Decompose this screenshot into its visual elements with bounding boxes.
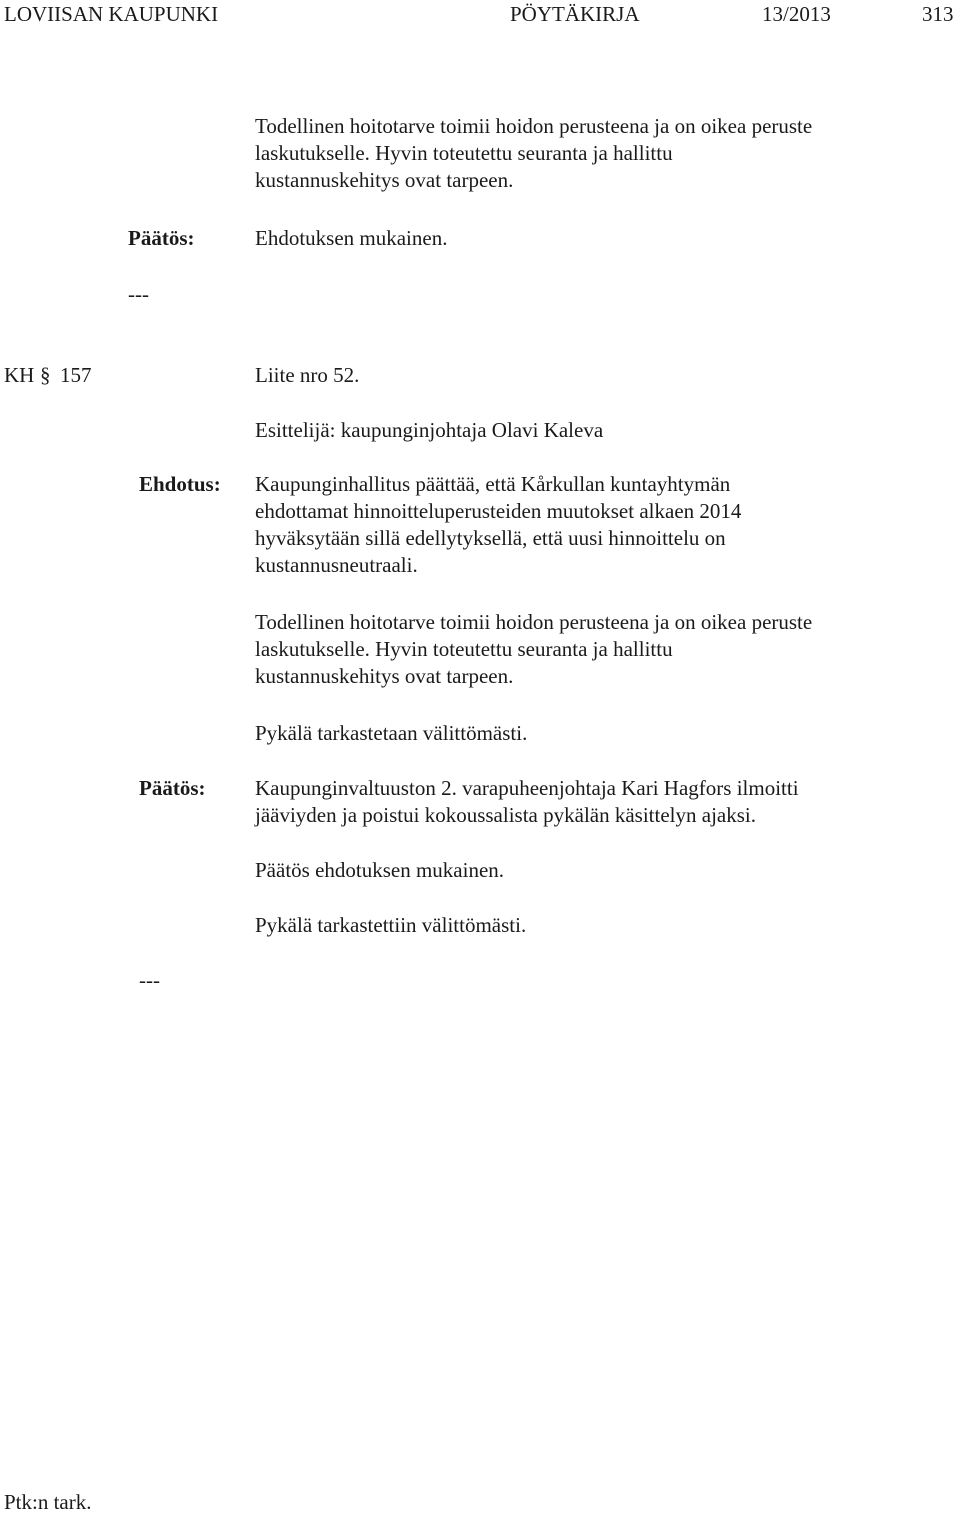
section-mark: § (40, 363, 51, 387)
attachment-reference: Liite nro 52. (255, 363, 360, 387)
checked-note: Pykälä tarkastettiin välittömästi. (255, 913, 527, 937)
text-line: jääviyden ja poistui kokoussalista pykälän käsittelyn ajaksi. (255, 803, 756, 827)
decision-label: Päätös: (139, 776, 206, 800)
header-org: LOVIISAN KAUPUNKI (4, 2, 219, 26)
text-line: hyväksytään sillä edellytyksellä, että uusi hinnoittelu on (255, 526, 726, 550)
footer-minutes-check: Ptk:n tark. (4, 1490, 92, 1514)
section-code: KH (4, 363, 35, 387)
section-separator: --- (139, 968, 160, 992)
text-line: kustannuskehitys ovat tarpeen. (255, 168, 514, 192)
header-page-number: 313 (922, 2, 954, 26)
text-line: kustannusneutraali. (255, 553, 418, 577)
decision-result: Päätös ehdotuksen mukainen. (255, 858, 505, 882)
prev-section-separator: --- (128, 282, 149, 306)
prev-decision-label: Päätös: (128, 226, 195, 250)
decision-text (255, 775, 799, 829)
proposal-text (255, 471, 741, 579)
text-line: Kaupunginvaltuuston 2. varapuheenjohtaja Kari Hagfors ilmoitti (255, 776, 799, 800)
presenter: Esittelijä: kaupunginjohtaja Olavi Kaleva (255, 418, 604, 442)
section-number: 157 (60, 363, 92, 387)
proposal-label: Ehdotus: (139, 472, 221, 496)
text-line: ehdottamat hinnoitteluperusteiden muutokset alkaen 2014 (255, 499, 742, 523)
text-line: kustannuskehitys ovat tarpeen. (255, 664, 514, 688)
need-text (255, 609, 812, 690)
prev-section-text (255, 113, 812, 194)
text-line: Todellinen hoitotarve toimii hoidon perusteena ja on oikea peruste (255, 610, 813, 634)
check-note: Pykälä tarkastetaan välittömästi. (255, 721, 528, 745)
text-line: Todellinen hoitotarve toimii hoidon perusteena ja on oikea peruste (255, 114, 813, 138)
header-meeting-number: 13/2013 (762, 2, 831, 26)
header-doc-type: PÖYTÄKIRJA (510, 2, 640, 26)
text-line: laskutukselle. Hyvin toteutettu seuranta ja hallittu (255, 141, 673, 165)
text-line: laskutukselle. Hyvin toteutettu seuranta ja hallittu (255, 637, 673, 661)
text-line: Kaupunginhallitus päättää, että Kårkullan kuntayhtymän (255, 472, 731, 496)
prev-decision-text: Ehdotuksen mukainen. (255, 226, 448, 250)
